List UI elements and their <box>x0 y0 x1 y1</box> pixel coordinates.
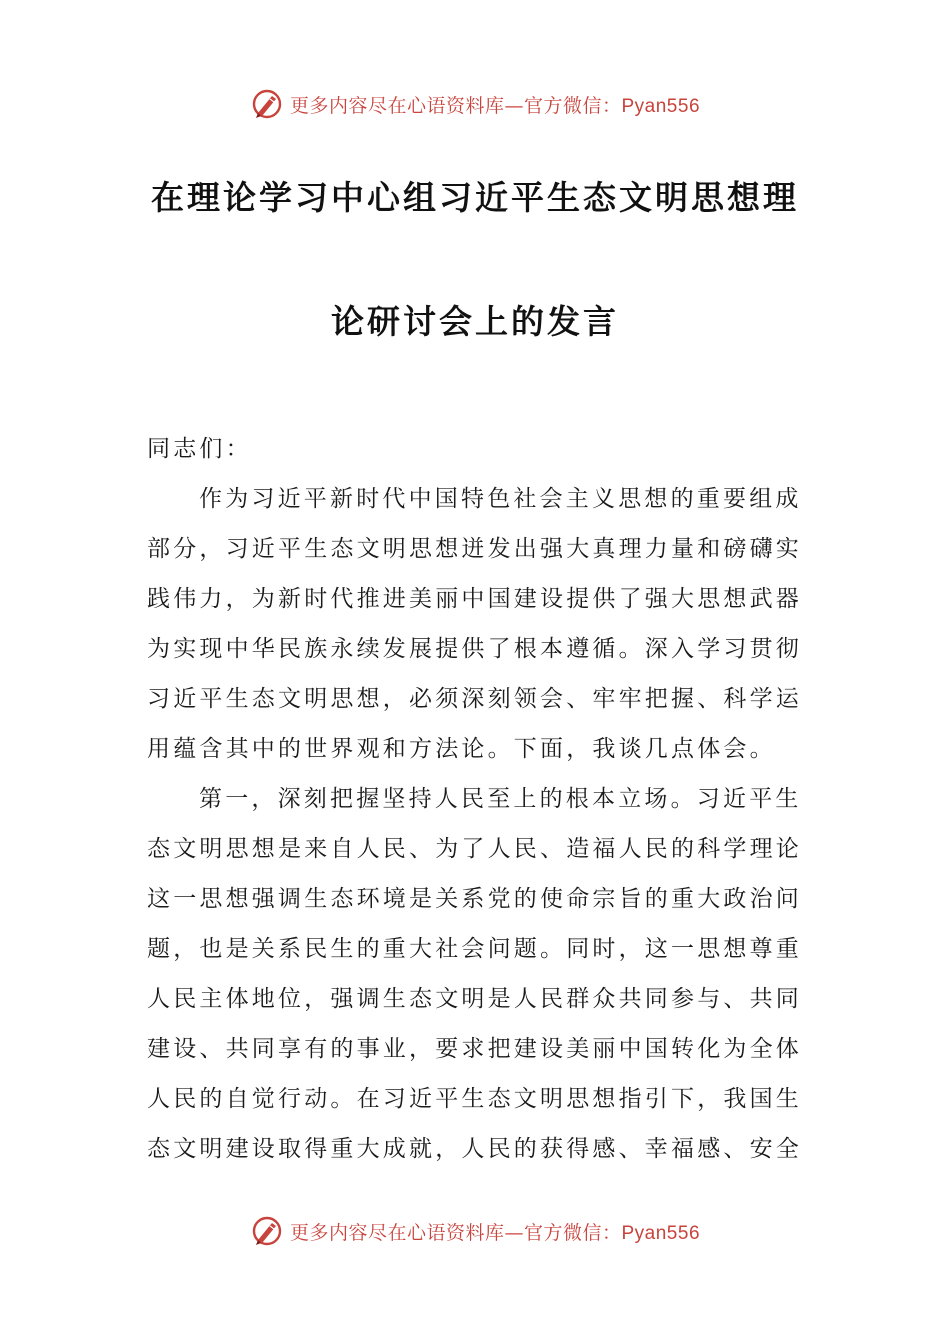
salutation: 同志们： <box>147 436 252 462</box>
body-line: 人民主体地位，强调生态文明是人民群众共同参与、共同 <box>147 986 802 1012</box>
body-line: 这一思想强调生态环境是关系党的使命宗旨的重大政治问 <box>147 886 802 912</box>
body-line: 践伟力，为新时代推进美丽中国建设提供了强大思想武器 <box>147 586 802 612</box>
watermark-banner-top <box>0 84 950 124</box>
body-line: 部分，习近平生态文明思想迸发出强大真理力量和磅礴实 <box>147 536 802 562</box>
body-line: 人民的自觉行动。在习近平生态文明思想指引下，我国生 <box>147 1086 802 1112</box>
body-line: 题，也是关系民生的重大社会问题。同时，这一思想尊重 <box>147 936 802 962</box>
body-line: 建设、共同享有的事业，要求把建设美丽中国转化为全体 <box>147 1036 802 1062</box>
body-line: 作为习近平新时代中国特色社会主义思想的重要组成 <box>199 486 802 512</box>
watermark-banner-bottom <box>0 1211 950 1251</box>
watermark-wechat-id: Pyan556 <box>621 95 701 117</box>
document-title-line-2: 论研讨会上的发言 <box>331 302 619 341</box>
watermark-prefix: 更多内容尽在心语资料库—官方微信： <box>289 1221 622 1244</box>
watermark-text <box>290 91 700 118</box>
pen-logo-icon <box>250 1214 284 1248</box>
body-line: 为实现中华民族永续发展提供了根本遵循。深入学习贯彻 <box>147 636 802 662</box>
body-line: 用蕴含其中的世界观和方法论。下面，我谈几点体会。 <box>147 736 776 762</box>
watermark-prefix: 更多内容尽在心语资料库—官方微信： <box>289 94 622 117</box>
body-line: 态文明思想是来自人民、为了人民、造福人民的科学理论 <box>147 836 802 862</box>
watermark-wechat-id: Pyan556 <box>621 1222 701 1244</box>
body-line: 第一，深刻把握坚持人民至上的根本立场。习近平生 <box>199 786 802 812</box>
body-line: 态文明建设取得重大成就，人民的获得感、幸福感、安全 <box>147 1136 802 1162</box>
pen-logo-icon <box>250 87 284 121</box>
document-title-line-1: 在理论学习中心组习近平生态文明思想理 <box>151 178 799 217</box>
body-line: 习近平生态文明思想，必须深刻领会、牢牢把握、科学运 <box>147 686 802 712</box>
watermark-text <box>290 1218 700 1245</box>
